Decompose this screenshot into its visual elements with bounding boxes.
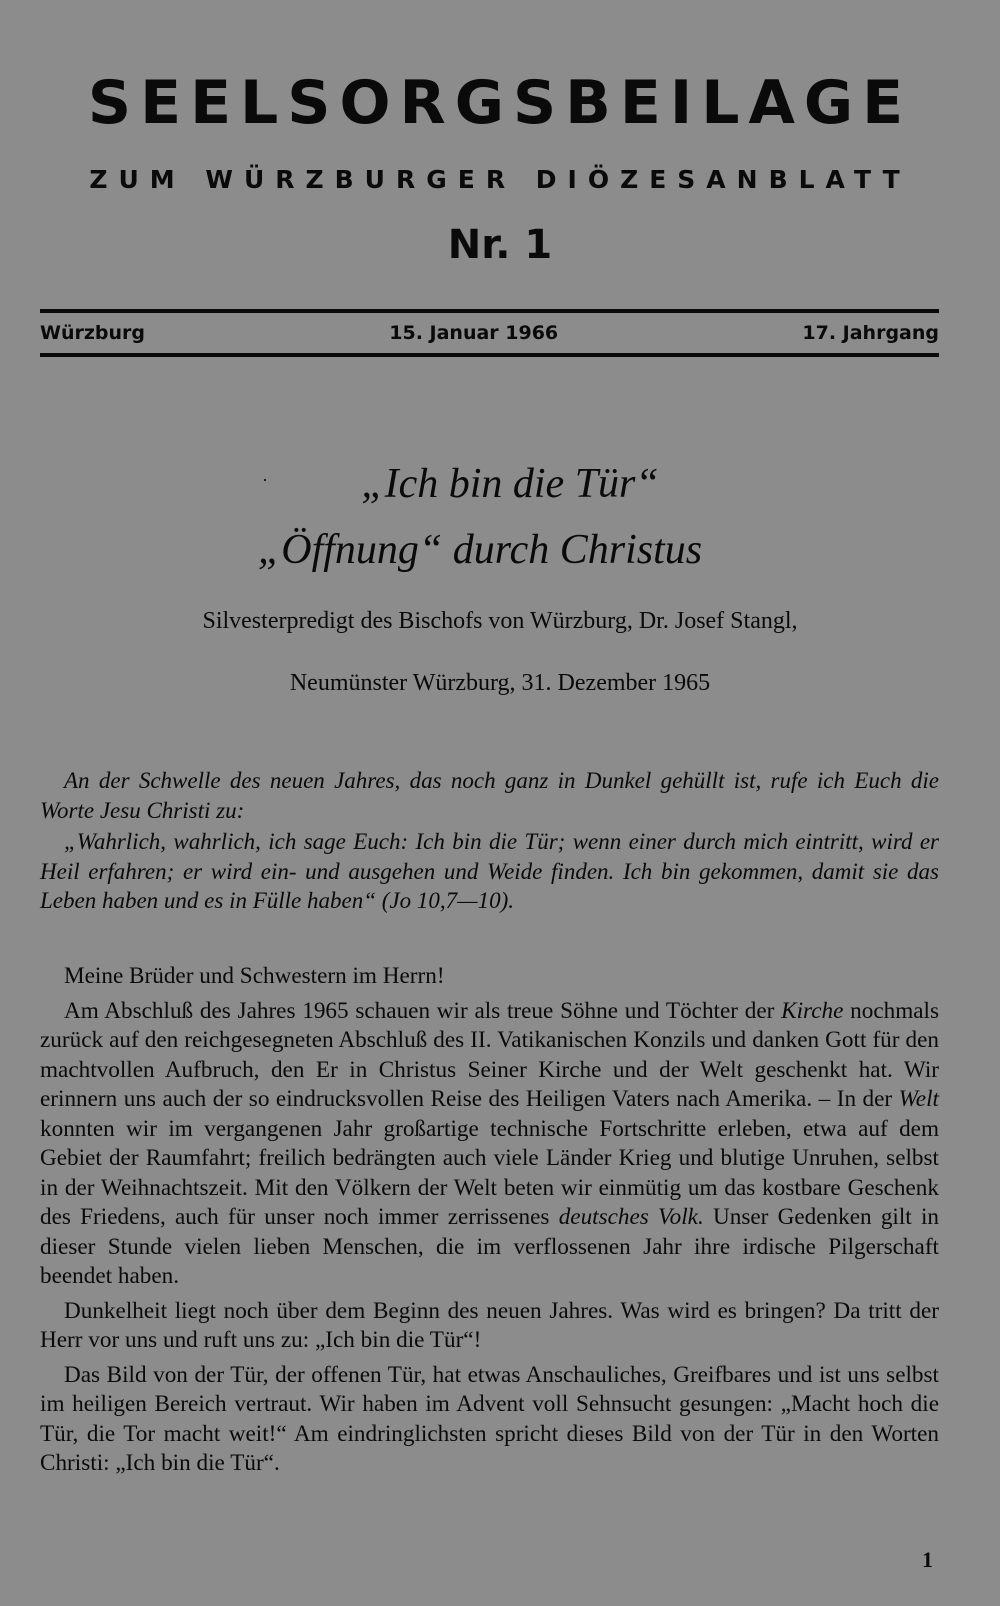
salutation: Meine Brüder und Schwestern im Herrn!: [64, 963, 445, 989]
p1-text-c: konnten wir im vergangenen Jahr großartige technische Fortschritte erleben, etwa auf dem Gebiet der Raumfahrt; freilich bedrängten auch viele Länder Krieg und blutige Unruhen, selbst in der Weihnachtszeit. Mit den Völkern der Welt beten wir einmütig um das kostbare Geschenk des Friedens, auch für unser noch immer zerrissenes: [40, 1115, 939, 1230]
p1-emphasis-kirche: Kirche: [781, 997, 844, 1024]
intro-block: [40, 766, 939, 918]
place: Würzburg: [40, 322, 146, 344]
body-paragraph-3: Das Bild von der Tür, der offenen Tür, hat etwas Anschauliches, Greifbares und ist uns selbst im heiligen Bereich vertraut. Wir haben im Advent voll Sehnsucht gesungen: „Macht hoch die Tür, die Tor macht weit!“ Am eindringlichsten spricht dieses Bild von der Tür in den Worten Christi: „Ich bin die Tür“.: [40, 1361, 939, 1476]
issue-number: Nr. 1: [447, 222, 553, 268]
p1-text-d: Unser Gedenken gilt in dieser Stunde vielen lieben Menschen, die im verflossenen Jahr ihre irdische Pilgerschaft beendet haben.: [40, 1204, 939, 1289]
masthead-subtitle: ZUM WÜRZBURGER DIÖZESANBLATT: [89, 165, 911, 194]
p1-emphasis-volk: deutsches Volk.: [558, 1204, 704, 1230]
bottom-rule: [40, 353, 939, 357]
article-subtitle-line-2: Neumünster Würzburg, 31. Dezember 1965: [289, 670, 711, 696]
info-row: [40, 319, 939, 347]
title-dot: ·: [262, 470, 268, 490]
top-rule: [40, 309, 939, 313]
page-number: 1: [922, 1547, 933, 1572]
masthead-title: SEELSORGSBEILAGE: [87, 68, 913, 138]
article-body: [40, 962, 939, 1484]
body-paragraph-2: Dunkelheit liegt noch über dem Beginn des neuen Jahres. Was wird es bringen? Da tritt der Herr vor uns und ruft uns zu: „Ich bin die Tür“!: [40, 1297, 939, 1353]
p1-text-b: nochmals zurück auf den reichgesegneten Abschluß des II. Vatikanischen Konzils und danken Gott für den machtvollen Aufbruch, den Er in Christus Seiner Kirche und der Welt geschenkt hat. Wir erinnern uns auch der so eindrucksvollen Reise des Heiligen Vaters nach Amerika. – In der: [40, 997, 939, 1112]
volume: 17. Jahrgang: [802, 322, 939, 344]
issue-date: 15. Januar 1966: [389, 322, 559, 344]
p1-emphasis-welt: Welt: [898, 1086, 939, 1112]
body-paragraph-1: [40, 997, 939, 1292]
scripture-quote: „Wahrlich, wahrlich, ich sage Euch: Ich bin die Tür; wenn einer durch mich eintritt, wird er Heil erfahren; er wird ein- und ausgehen und Weide finden. Ich bin gekommen, damit sie das Leben haben und es in Fülle haben“ (Jo 10,7—10).: [40, 829, 939, 913]
article-title-line-2: „Öffnung“ durch Christus: [257, 527, 703, 573]
article-title-line-1: „Ich bin die Tür“: [361, 461, 659, 507]
p1-text-a: Am Abschluß des Jahres 1965 schauen wir als treue Söhne und Töchter der: [64, 997, 782, 1024]
intro-paragraph: An der Schwelle des neuen Jahres, das noch ganz in Dunkel gehüllt ist, rufe ich Euch die Worte Jesu Christi zu:: [40, 768, 939, 823]
article-subtitle-line-1: Silvesterpredigt des Bischofs von Würzburg, Dr. Josef Stangl,: [202, 608, 798, 634]
